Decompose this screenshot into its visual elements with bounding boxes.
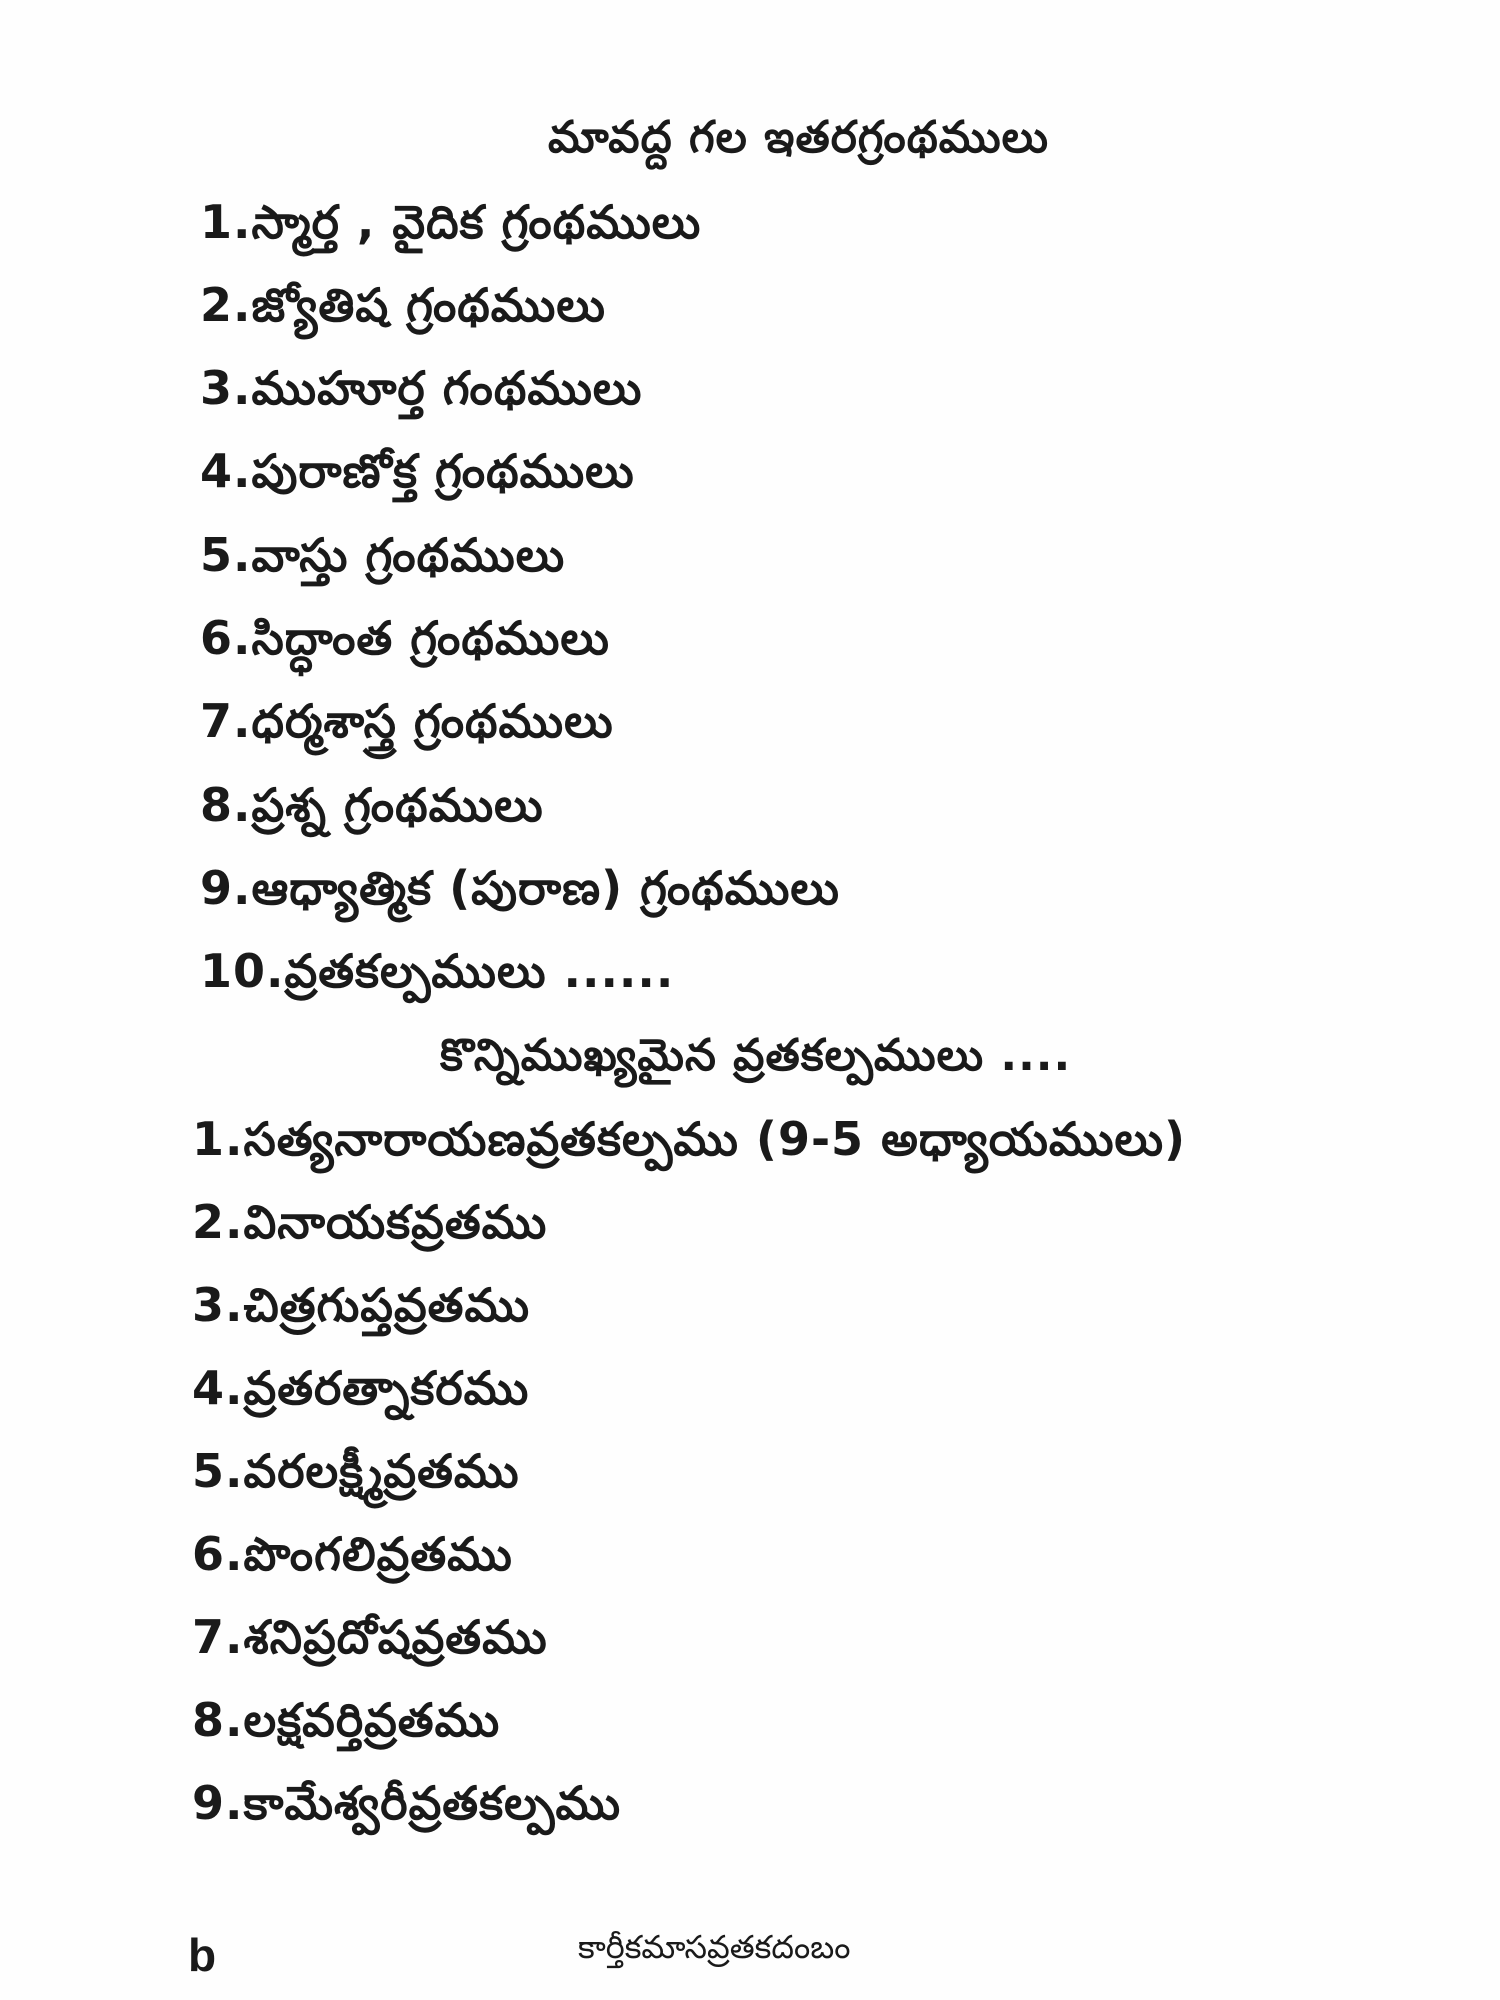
vrata-kalpa-heading: కొన్నిముఖ్యమైన వ్రతకల్పములు ....: [440, 1030, 1072, 1081]
item-text: చిత్రగుప్తవ్రతము: [243, 1278, 531, 1332]
item-number: 2.: [192, 1195, 244, 1249]
item-number: 3.: [192, 1278, 244, 1332]
list-item: [192, 1195, 547, 1261]
item-number: 4.: [200, 444, 252, 498]
item-number: 5.: [192, 1444, 244, 1498]
item-text: ముహూర్త గంథములు: [251, 361, 643, 415]
list-item: [200, 361, 642, 427]
item-text: వ్రతరత్నాకరము: [243, 1361, 530, 1415]
list-item: [200, 278, 606, 344]
list-item: [200, 195, 701, 261]
item-text: ఆధ్యాత్మిక (పురాణ) గ్రంథములు: [251, 861, 840, 915]
item-number: 4.: [192, 1361, 244, 1415]
list-item: [200, 444, 635, 510]
list-item: [200, 694, 614, 760]
item-number: 2.: [200, 278, 252, 332]
list-item: [192, 1776, 621, 1842]
list-item: [192, 1278, 530, 1344]
list-item: [200, 528, 565, 594]
item-text: శనిప్రదోషవ్రతము: [243, 1610, 548, 1664]
item-text: జ్యోతిష గ్రంథములు: [251, 278, 606, 332]
item-number: 7.: [192, 1610, 244, 1664]
list-item: [192, 1527, 513, 1593]
item-text: వినాయకవ్రతము: [243, 1195, 548, 1249]
list-item: [200, 778, 544, 844]
item-number: 10.: [200, 944, 285, 998]
list-item: [192, 1693, 500, 1759]
item-text: వ్రతకల్పములు ......: [284, 944, 675, 998]
item-text: స్మార్త , వైదిక గ్రంథములు: [251, 195, 702, 249]
other-books-heading: మావద్ద గల ఇతరగ్రంథములు: [548, 112, 1050, 163]
item-number: 9.: [192, 1776, 244, 1830]
list-item: [200, 861, 840, 927]
list-item: [192, 1112, 1186, 1178]
item-text: పొంగలివ్రతము: [243, 1527, 513, 1581]
list-item: [200, 944, 674, 1010]
item-text: సిద్ధాంత గ్రంథములు: [251, 611, 610, 665]
item-text: కామేశ్వరీవ్రతకల్పము: [243, 1776, 622, 1830]
item-text: ధర్మశాస్త్ర గ్రంథములు: [251, 694, 614, 748]
item-number: 9.: [200, 861, 252, 915]
item-number: 8.: [200, 778, 252, 832]
item-number: 6.: [192, 1527, 244, 1581]
item-text: వాస్తు గ్రంథములు: [251, 528, 566, 582]
item-number: 3.: [200, 361, 252, 415]
item-number: 5.: [200, 528, 252, 582]
list-item: [192, 1444, 520, 1510]
item-text: ప్రశ్న గ్రంథములు: [251, 778, 544, 832]
item-number: 1.: [192, 1112, 244, 1166]
item-text: పురాణోక్త గ్రంథములు: [251, 444, 635, 498]
item-number: 8.: [192, 1693, 244, 1747]
running-footer-title: కార్తీకమాసవ్రతకదంబం: [578, 1928, 851, 1966]
list-item: [192, 1361, 529, 1427]
item-number: 6.: [200, 611, 252, 665]
item-number: 7.: [200, 694, 252, 748]
item-text: లక్షవర్తివ్రతము: [243, 1693, 501, 1747]
item-text: సత్యనారాయణవ్రతకల్పము (9-5 అధ్యాయములు): [243, 1112, 1187, 1166]
item-number: 1.: [200, 195, 252, 249]
list-item: [200, 611, 610, 677]
list-item: [192, 1610, 548, 1676]
item-text: వరలక్ష్మీవ్రతము: [243, 1444, 520, 1498]
page-number: b: [188, 1929, 217, 1981]
